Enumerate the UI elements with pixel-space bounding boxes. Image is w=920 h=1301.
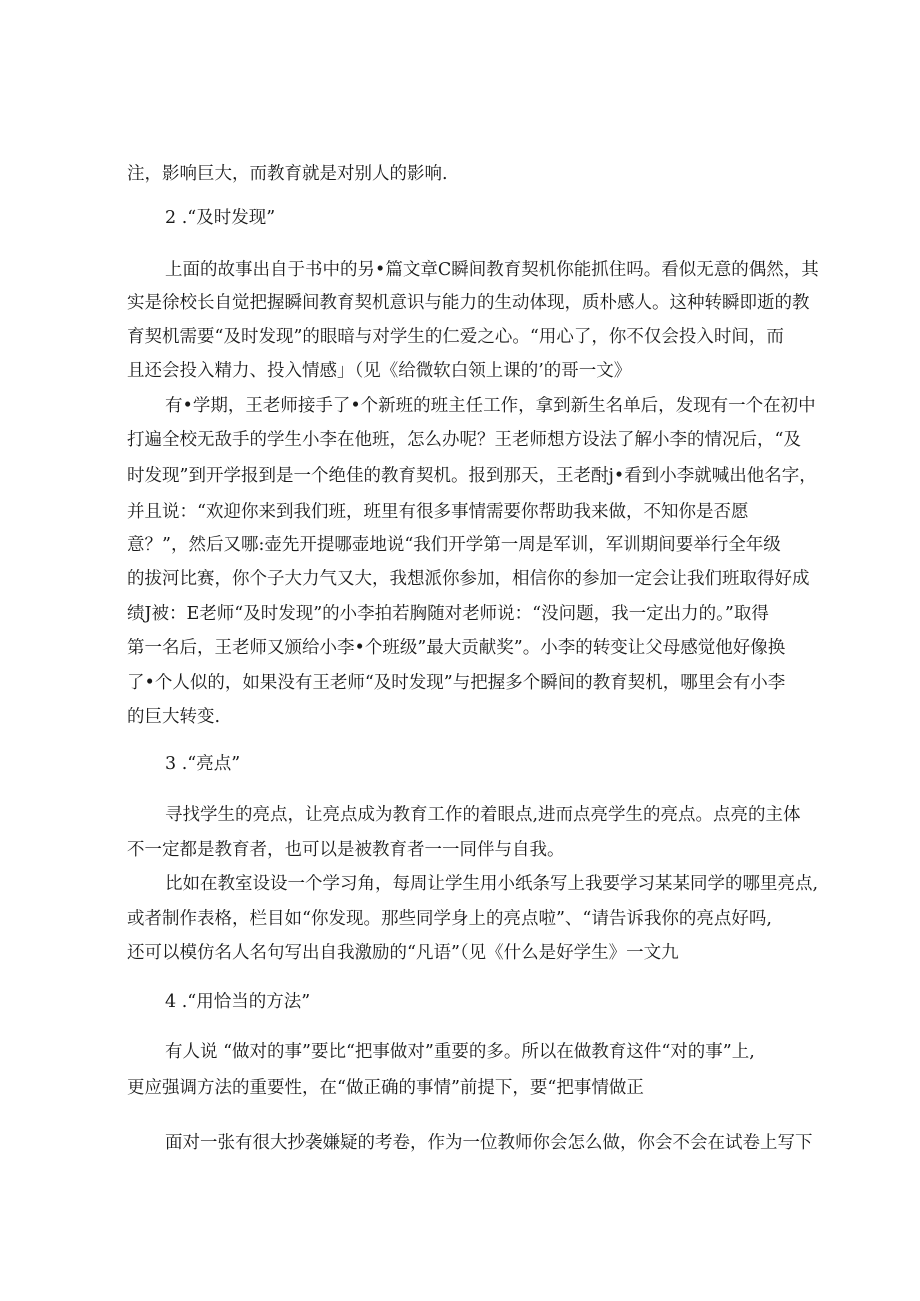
text-line: 有•学期，王老师接手了•个新班的班主任工作，拿到新生名单后，发现有一个在初中 <box>165 396 816 416</box>
text-line: 时发现”到开学报到是一个绝佳的教育契机。报到那天，王老酎j•看到小李就喊出他名字， <box>127 466 817 486</box>
text-line: 第一名后，王老师又颁给小李•个班级”最大贡献奖”。小李的转变让父母感觉他好像换 <box>127 638 786 658</box>
text-line: 的拔河比赛，你个子大力气又大，我想派你参加，相信你的参加一定会让我们班取得好成 <box>127 569 810 589</box>
text-line: 面对一张有很大抄袭嫌疑的考卷，作为一位教师你会怎么做，你会不会在试卷上写下 <box>165 1133 813 1153</box>
text-line: 注，影响巨大，而教育就是对别人的影响. <box>127 164 448 184</box>
text-line: 还可以模仿名人名句写出自我激励的“凡语”（见《什么是好学生》一文九 <box>127 943 679 963</box>
text-line: 绩J被：E老师“及时发现”的小李拍若胸随对老师说：“没问题，我一定出力的。”取得 <box>127 604 769 624</box>
text-line: 的巨大转变. <box>127 707 221 727</box>
text-line: 更应强调方法的重要性，在“做正确的事情”前提下，要“把事情做正 <box>127 1078 644 1098</box>
text-line: 上面的故事出自于书中的另•篇文章C瞬间教育契机你能抓住吗。看似无意的偶然，其 <box>165 260 819 280</box>
section-heading-4: 4 .“用恰当的方法” <box>165 992 311 1012</box>
text-line: 不一定都是教育者，也可以是被教育者一一同伴与自我。 <box>127 840 565 860</box>
text-line: 或者制作表格，栏目如“你发现。那些同学身上的亮点啦”、“请告诉我你的亮点好吗, <box>127 909 772 929</box>
text-line: 了•个人似的，如果没有王老师“及时发现”与把握多个瞬间的教育契机，哪里会有小李 <box>127 673 786 693</box>
section-heading-2: 2 .“及时发现” <box>165 208 276 228</box>
section-heading-3: 3 .“亮点” <box>165 754 241 774</box>
text-line: 并且说：“欢迎你来到我们班，班里有很多事情需要你帮助我来做，不知你是否愿 <box>127 502 749 522</box>
text-line: 寻找学生的亮点，让亮点成为教育工作的着眼点,进而点亮学生的亮点。点亮的主体 <box>165 805 801 825</box>
text-line: 意？”，然后又哪:壶先开提哪壶地说“我们开学第一周是军训，军训期间要举行全年级 <box>127 535 781 555</box>
text-line: 实是徐校长自觉把握瞬间教育契机意识与能力的生动体现，质朴感人。这种转瞬即逝的教 <box>127 293 810 313</box>
text-line: 打遍全校无敌手的学生小李在他班，怎么办呢？王老师想方设法了解小李的情况后，“及 <box>127 430 801 450</box>
text-line: 比如在教室设设一个学习角，每周让学生用小纸条写上我要学习某某同学的哪里亮点, <box>165 874 819 894</box>
text-line: 育契机需要“及时发现”的眼暗与对学生的仁爱之心。“用心了，你不仅会投入时间，而 <box>127 327 784 347</box>
text-line: 有人说 “做对的事”要比“把事做对”重要的多。所以在做教育这件“对的事”上, <box>165 1042 755 1062</box>
text-line: 且还会投入精力、投入情感」（见《给微软白领上课的’的哥一文》 <box>127 361 632 381</box>
